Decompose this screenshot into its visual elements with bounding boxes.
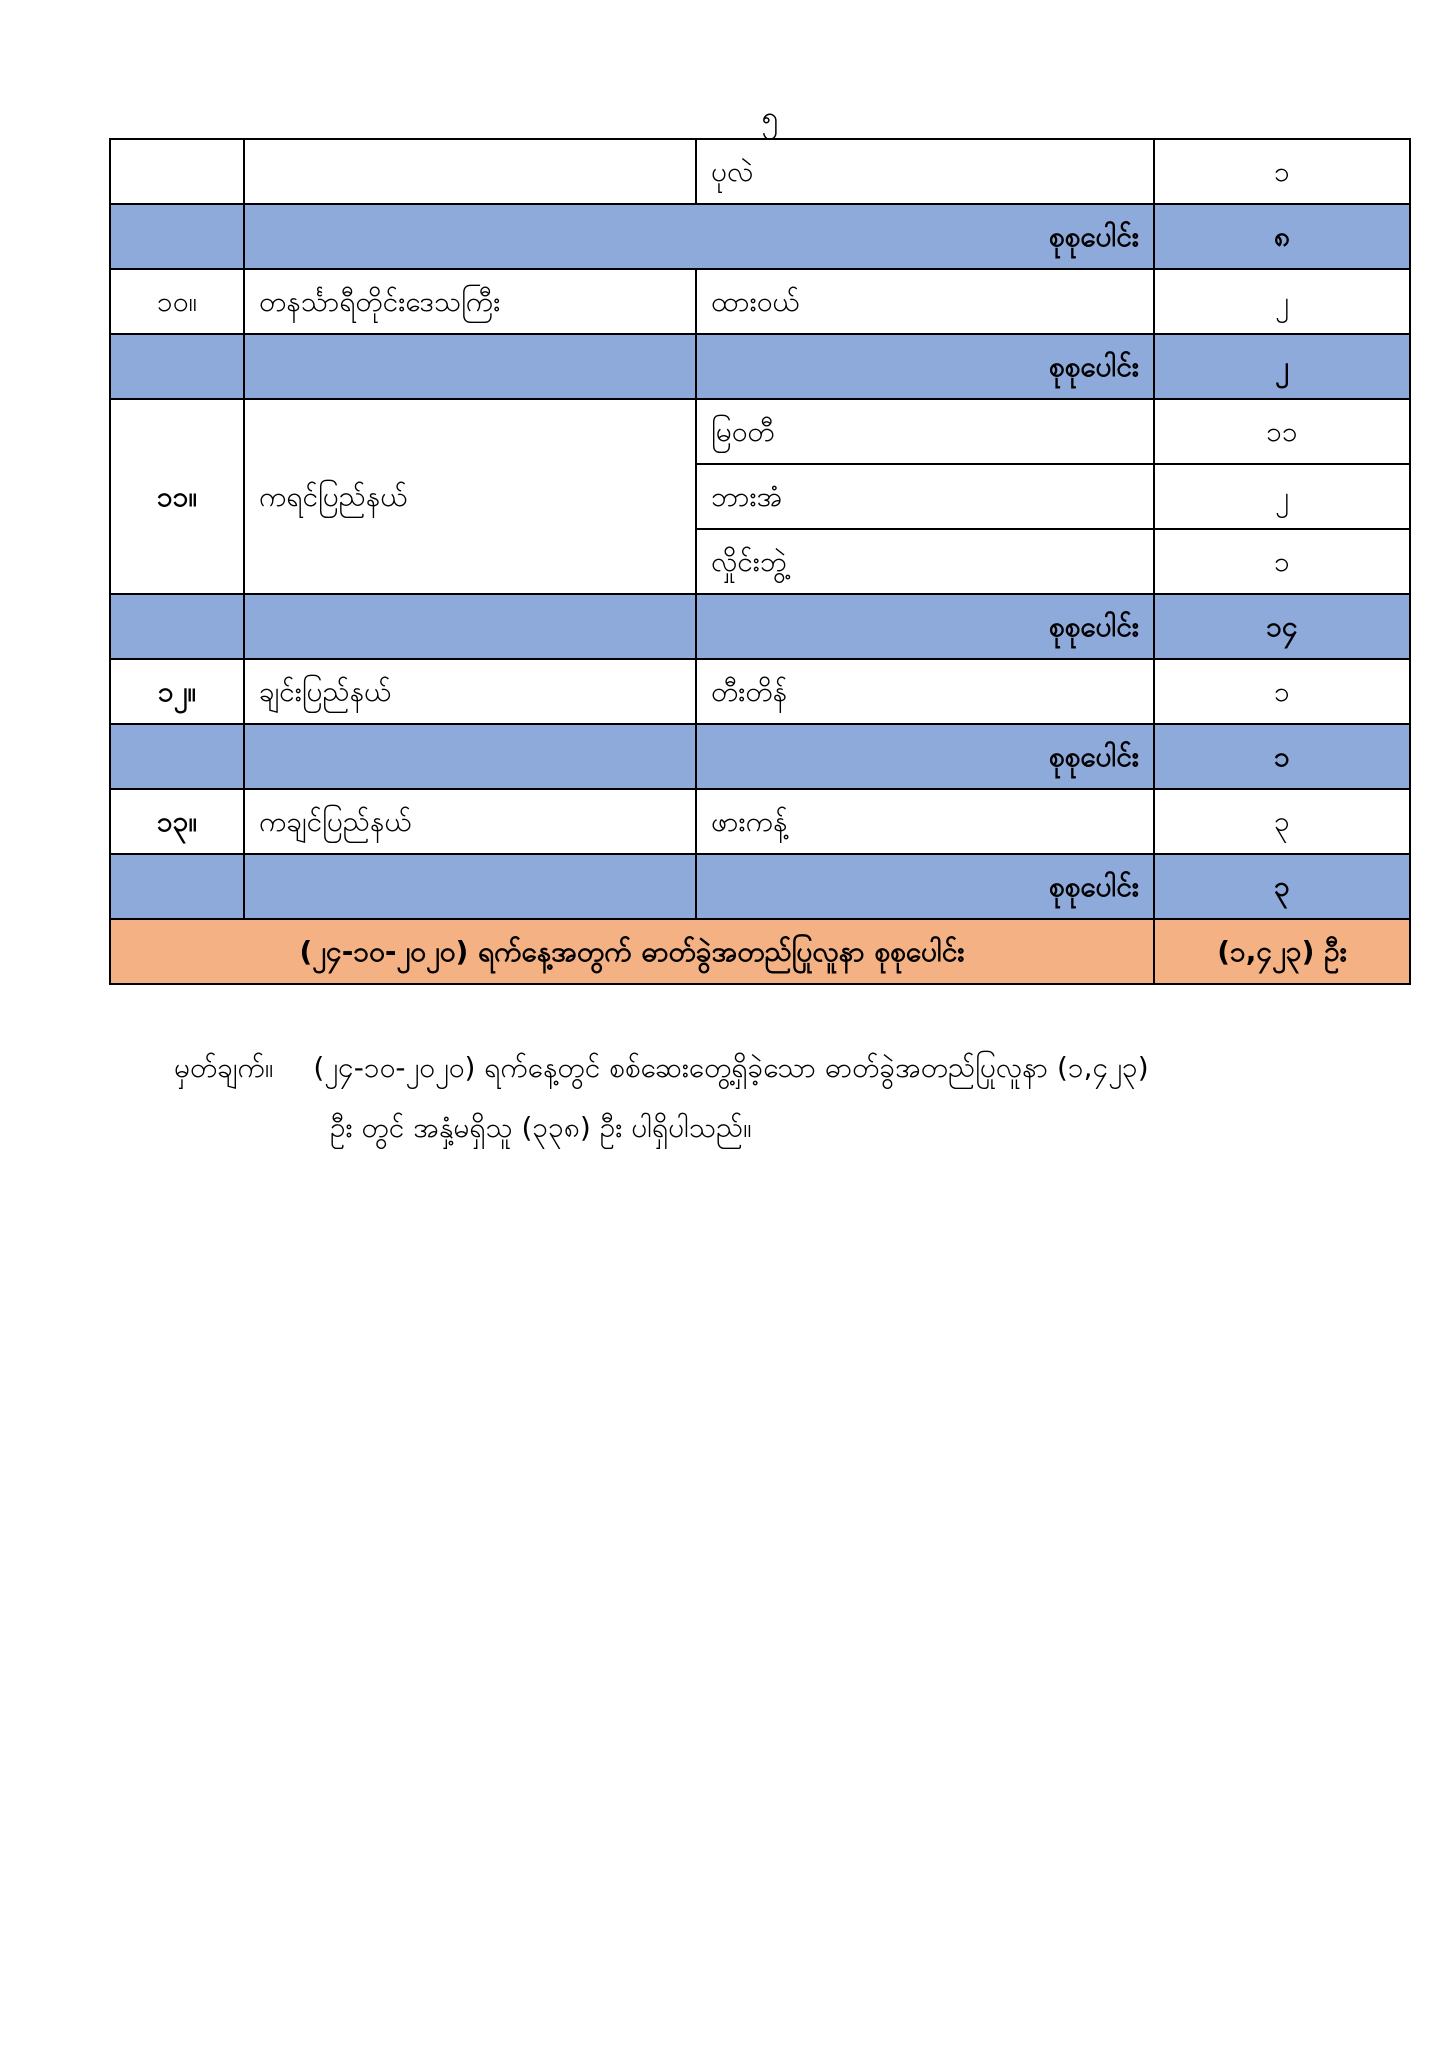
count-cell: ၃ [1154,789,1410,854]
cases-by-township-table [109,138,1411,985]
count-cell: ၁ [1154,139,1410,204]
subtotal-blank-cell [110,724,244,789]
subtotal-row [110,594,1410,659]
subtotal-count: ၁ [1154,724,1410,789]
table-row [110,399,1410,464]
region-cell: တနင်္သာရီတိုင်းဒေသကြီး [244,269,696,334]
footnote-text: (၂၄-၁၀-၂၀၂၀) ရက်နေ့တွင် စစ်ဆေးတွေ့ရှိခဲ့သော ဓာတ်ခွဲအတည်ပြုလူနာ (၁,၄၂၃) [313,1051,1149,1084]
subtotal-blank-cell [110,204,244,269]
subtotal-blank-cell [110,854,244,919]
subtotal-label: စုစုပေါင်း [244,204,1154,269]
subtotal-blank-cell [110,594,244,659]
table-row [110,659,1410,724]
region-cell: ကရင်ပြည်နယ် [244,399,696,594]
subtotal-blank-cell [244,854,696,919]
count-cell: ၂ [1154,464,1410,529]
subtotal-blank-cell [110,334,244,399]
township-cell: လှိုင်းဘွဲ့ [696,529,1154,594]
township-cell: တီးတိန် [696,659,1154,724]
township-cell: ပုလဲ [696,139,1154,204]
row-number-cell: ၁၁။ [110,399,244,594]
table-row [110,269,1410,334]
subtotal-row [110,204,1410,269]
subtotal-row [110,724,1410,789]
subtotal-row [110,334,1410,399]
township-cell: ဖားကန့် [696,789,1154,854]
subtotal-label: စုစုပေါင်း [696,334,1154,399]
subtotal-count: ၃ [1154,854,1410,919]
subtotal-blank-cell [244,334,696,399]
subtotal-count: ၂ [1154,334,1410,399]
footnote-line-continued: ဦး တွင် အနှံ့မရှိသူ (၃၃၈) ဦး ပါရှိပါသည်။ [330,1111,752,1144]
subtotal-row [110,854,1410,919]
page-number: ၅ [761,100,779,135]
count-cell: ၂ [1154,269,1410,334]
subtotal-blank-cell [244,594,696,659]
count-cell: ၁ [1154,659,1410,724]
row-number-cell: ၁၃။ [110,789,244,854]
footnote [174,1038,1404,1158]
count-cell: ၁၁ [1154,399,1410,464]
footnote-label: မှတ်ချက်။ [174,1051,274,1084]
row-number-cell [110,139,244,204]
township-cell: ဘားအံ [696,464,1154,529]
township-cell: ထားဝယ် [696,269,1154,334]
grand-total-count: (၁,၄၂၃) ဦး [1154,919,1410,984]
subtotal-label: စုစုပေါင်း [696,724,1154,789]
subtotal-label: စုစုပေါင်း [696,854,1154,919]
region-cell: ချင်းပြည်နယ် [244,659,696,724]
township-cell: မြဝတီ [696,399,1154,464]
count-cell: ၁ [1154,529,1410,594]
grand-total-row [110,919,1410,984]
table-row [110,789,1410,854]
footnote-line [174,1038,1404,1098]
subtotal-label: စုစုပေါင်း [696,594,1154,659]
region-cell: ကချင်ပြည်နယ် [244,789,696,854]
row-number-cell: ၁၂။ [110,659,244,724]
grand-total-label: (၂၄-၁၀-၂၀၂၀) ရက်နေ့အတွက် ဓာတ်ခွဲအတည်ပြုလူနာ စုစုပေါင်း [110,919,1154,984]
subtotal-blank-cell [244,724,696,789]
row-number-cell: ၁၀။ [110,269,244,334]
subtotal-count: ၁၄ [1154,594,1410,659]
region-cell [244,139,696,204]
subtotal-count: ၈ [1154,204,1410,269]
table-row [110,139,1410,204]
